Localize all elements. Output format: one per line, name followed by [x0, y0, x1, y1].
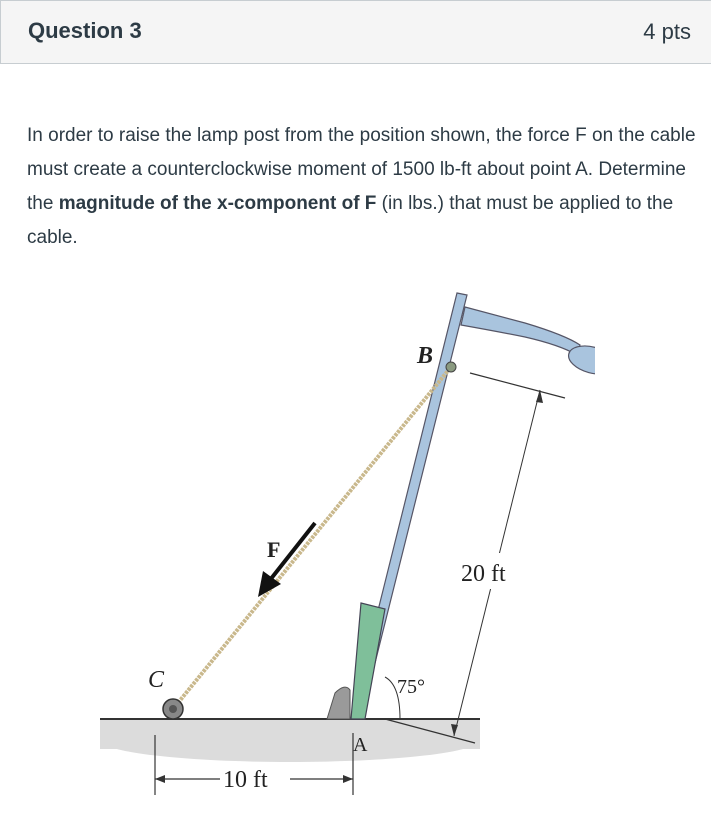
prompt-bold-text: magnitude of the x-component of F — [58, 193, 377, 214]
question-points: 4 pts — [643, 19, 691, 44]
anchor-c — [163, 699, 183, 719]
label-f: F — [267, 537, 281, 562]
cable — [173, 367, 451, 709]
lamp-post-figure — [95, 285, 595, 815]
label-c: C — [148, 667, 165, 693]
prompt-text-1: In order to raise the lamp post from the position shown, the force F on the cable must create a counterclockwise moment of 1500 lb-ft about point A. Determine the — [27, 125, 696, 214]
pulley-b — [446, 362, 456, 372]
label-b: B — [417, 343, 434, 369]
label-angle: 75° — [397, 676, 425, 698]
question-title: Question 3 — [28, 18, 142, 43]
ground — [100, 718, 480, 762]
label-a: A — [353, 734, 368, 756]
question-header — [0, 0, 711, 64]
lamp-post — [351, 293, 595, 719]
hinge-bracket — [327, 687, 350, 719]
question-prompt — [27, 119, 699, 255]
label-20ft: 20 ft — [461, 561, 506, 587]
label-10ft: 10 ft — [223, 767, 268, 793]
prompt-text-2: (in lbs.) that must be applied to the cable. — [27, 193, 674, 248]
